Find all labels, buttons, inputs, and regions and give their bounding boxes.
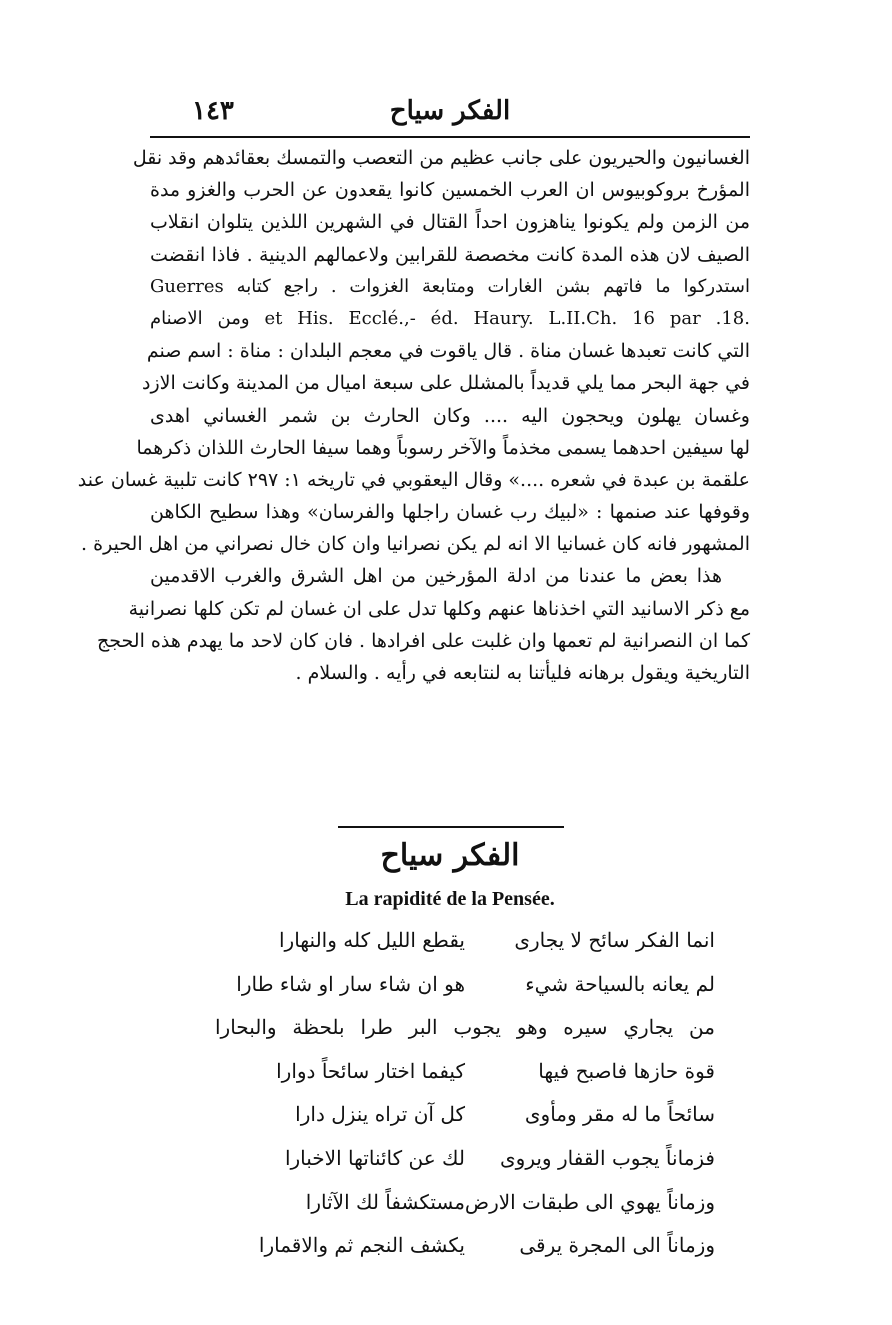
body-line: .et His. Ecclé.,- éd. Haury. L.II.Ch. 16 par .18 ومن الاصنام — [150, 307, 750, 329]
verse — [215, 1007, 715, 1051]
poem-verses — [215, 920, 715, 1269]
verse-full-line: من يجاري سيره وهو يجوب البر طرا بلحظة والبحارا — [215, 1015, 715, 1040]
body-line: استدركوا ما فاتهم بشن الغارات ومتابعة الغزوات . راجع كتابه Guerres — [150, 275, 750, 297]
body-line: لها سيفين احدهما يسمى مخذماً والآخر رسوباً وهما سيفا الحارث اللذان ذكرهما — [136, 436, 750, 459]
verse-second-hemistich: مستكشفاً لك الآثارا — [305, 1189, 465, 1214]
verse — [215, 1094, 715, 1138]
section-divider — [338, 826, 564, 828]
verse-second-hemistich: لك عن كائناتها الاخبارا — [284, 1145, 465, 1170]
verse — [215, 1051, 715, 1095]
verse — [215, 1138, 715, 1182]
body-line: علقمة بن عبدة في شعره ....» وقال اليعقوبي في تاريخه ١: ٢٩٧ كانت تلبية غسان عند — [77, 468, 750, 491]
body-line: مع ذكر الاسانيد التي اخذناها عنهم وكلها تدل على ان غسان لم تكن كلها نصرانية — [128, 597, 750, 620]
verse-second-hemistich: يكشف النجم ثم والاقمارا — [258, 1233, 465, 1258]
body-text — [77, 142, 750, 689]
page-header — [150, 92, 750, 132]
body-line: المشهور فانه كان غسانيا الا انه لم يكن نصرانيا وان كان خال نصراني من اهل الحيرة . — [81, 533, 750, 556]
page-number: ١٤٣ — [192, 96, 234, 126]
verse-second-hemistich: يقطع الليل كله والنهارا — [279, 928, 465, 952]
body-line: كما ان النصرانية لم تعمها وان غلبت على افرادها . فان كان لاحد ما يهدم هذه الحجج — [97, 629, 750, 652]
verse-first-hemistich: وزماناً الى المجرة يرقى — [519, 1233, 715, 1258]
verse — [215, 1225, 715, 1269]
body-line: وقوفها عند صنمها : «لبيك رب غسان راجلها والفرسان» وهذا سطيح الكاهن — [150, 501, 750, 524]
verse-second-hemistich: كل آن تراه ينزل دارا — [295, 1102, 465, 1127]
body-line: هذا بعض ما عندنا من ادلة المؤرخين من اهل الشرق والغرب الاقدمين — [150, 565, 722, 588]
verse-first-hemistich: سائحاً ما له مقر ومأوى — [524, 1102, 715, 1127]
verse-second-hemistich: كيفما اختار سائحاً دوارا — [276, 1058, 465, 1083]
verse — [215, 1182, 715, 1226]
body-line: التي كانت تعبدها غسان مناة . قال ياقوت في معجم البلدان : مناة : اسم صنم — [146, 340, 750, 363]
verse-first-hemistich: قوة حازها فاصبح فيها — [538, 1058, 715, 1083]
verse-first-hemistich: انما الفكر سائح لا يجارى — [514, 928, 715, 952]
body-line: الغسانيون والحيريون على جانب عظيم من التعصب والتمسك بعقائدهم وقد نقل — [132, 147, 750, 169]
verse — [215, 920, 715, 964]
verse — [215, 964, 715, 1008]
verse-first-hemistich: لم يعانه بالسياحة شيء — [525, 971, 715, 996]
body-line: في جهة البحر مما يلي قديداً بالمشلل على سبعة اميال من المدينة وكانت الازد — [142, 372, 750, 395]
verse-first-hemistich: فزماناً يجوب القفار ويروى — [500, 1145, 715, 1170]
body-line: الصيف لان هذه المدة كانت مخصصة للقرابين ولاعمالهم الدينية . فاذا انقضت — [150, 243, 750, 266]
poem-title: الفكر سياح — [380, 838, 520, 873]
verse-second-hemistich: هو ان شاء سار او شاء طارا — [236, 971, 465, 996]
body-line: التاريخية ويقول برهانه فليأتنا به لنتابعه في رأيه . والسلام . — [295, 662, 750, 684]
header-rule — [150, 136, 750, 138]
running-title: الفكر سياح — [389, 96, 511, 126]
verse-first-hemistich: وزماناً يهوي الى طبقات الارض — [464, 1189, 715, 1214]
body-line: المؤرخ بروكوبيوس ان العرب الخمسين كانوا يقعدون عن الحرب والغزو مدة — [150, 179, 750, 202]
body-line: من الزمن ولم يكونوا يناهزون احداً القتال في الشهرين اللذين يتلوان انقلاب — [150, 211, 750, 234]
poem-subtitle: La rapidité de la Pensée. — [345, 888, 555, 910]
body-line: وغسان يهلون ويحجون اليه .... وكان الحارث بن شمر الغساني اهدى — [150, 404, 750, 427]
